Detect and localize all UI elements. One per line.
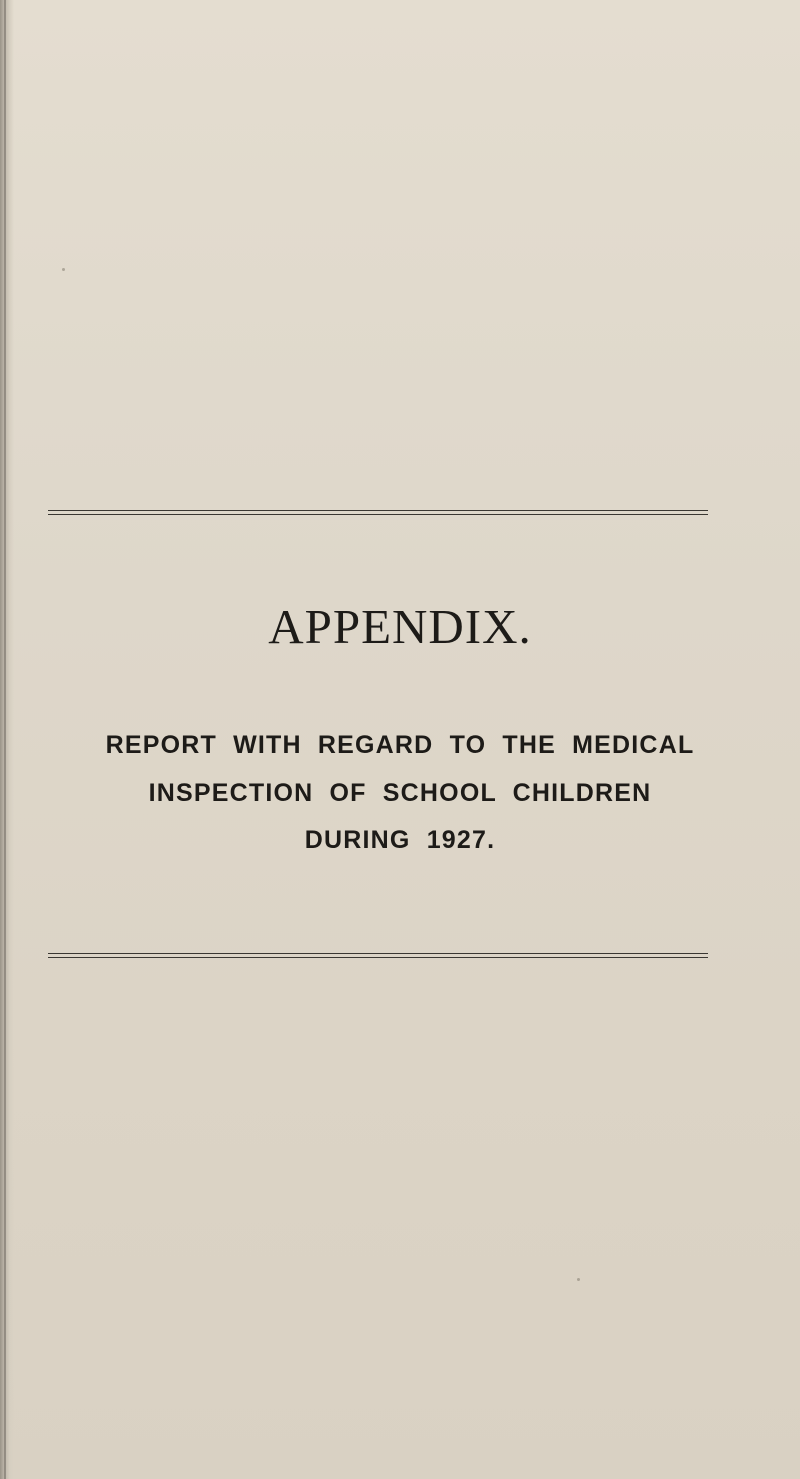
bottom-double-rule — [48, 953, 708, 958]
paper-speck — [577, 1278, 580, 1281]
paper-speck — [62, 268, 65, 271]
subtitle-line-3: DURING 1927. — [304, 826, 496, 854]
page-title: APPENDIX. — [268, 599, 532, 654]
subtitle-line-2: INSPECTION OF SCHOOL CHILDREN — [148, 779, 652, 807]
subtitle-line-1: REPORT WITH REGARD TO THE MEDICAL — [105, 731, 695, 759]
top-double-rule — [48, 510, 708, 515]
